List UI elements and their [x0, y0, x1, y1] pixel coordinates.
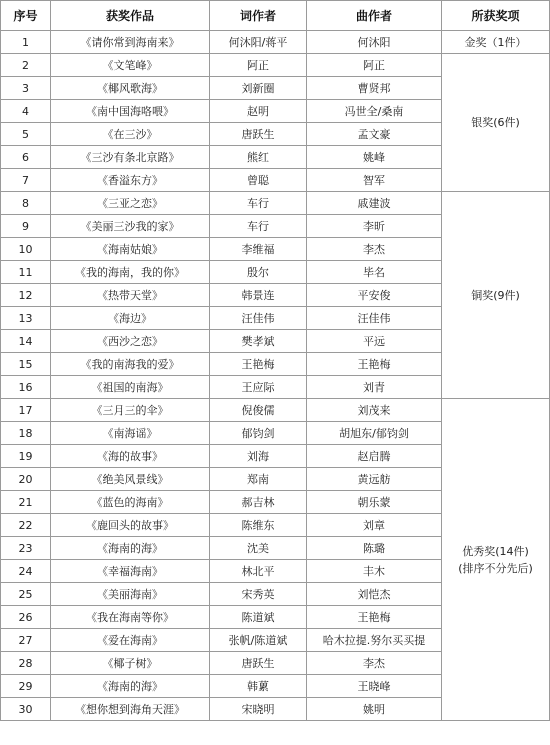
lyricist-name: 韩蔂 [210, 675, 307, 698]
work-title: 《海边》 [51, 307, 210, 330]
work-title: 《祖国的南海》 [51, 376, 210, 399]
header-award: 所获奖项 [442, 1, 550, 31]
row-number: 28 [1, 652, 51, 675]
row-number: 24 [1, 560, 51, 583]
work-title: 《美丽三沙我的家》 [51, 215, 210, 238]
lyricist-name: 殷尔 [210, 261, 307, 284]
composer-name: 胡旭东/郁钧剑 [307, 422, 442, 445]
row-number: 23 [1, 537, 51, 560]
header-composer: 曲作者 [307, 1, 442, 31]
work-title: 《椰风歌海》 [51, 77, 210, 100]
composer-name: 姚明 [307, 698, 442, 721]
row-number: 25 [1, 583, 51, 606]
row-number: 18 [1, 422, 51, 445]
lyricist-name: 何沐阳/蒋平 [210, 31, 307, 54]
composer-name: 朝乐蒙 [307, 491, 442, 514]
work-title: 《西沙之恋》 [51, 330, 210, 353]
row-number: 29 [1, 675, 51, 698]
work-title: 《我的海南，我的你》 [51, 261, 210, 284]
composer-name: 阿正 [307, 54, 442, 77]
row-number: 30 [1, 698, 51, 721]
row-number: 13 [1, 307, 51, 330]
row-number: 6 [1, 146, 51, 169]
lyricist-name: 李维福 [210, 238, 307, 261]
lyricist-name: 曾聪 [210, 169, 307, 192]
row-number: 21 [1, 491, 51, 514]
lyricist-name: 阿正 [210, 54, 307, 77]
composer-name: 王艳梅 [307, 606, 442, 629]
row-number: 4 [1, 100, 51, 123]
lyricist-name: 林北平 [210, 560, 307, 583]
composer-name: 曹贤邦 [307, 77, 442, 100]
award-tier-cell [442, 54, 550, 192]
table-body [1, 31, 550, 721]
composer-name: 李杰 [307, 652, 442, 675]
award-tier-cell [442, 192, 550, 399]
lyricist-name: 刘新圈 [210, 77, 307, 100]
composer-name: 平安俊 [307, 284, 442, 307]
row-number: 3 [1, 77, 51, 100]
header-row [1, 1, 550, 31]
award-tier-label: 铜奖(9件) [471, 288, 520, 302]
work-title: 《我在海南等你》 [51, 606, 210, 629]
work-title: 《绝美风景线》 [51, 468, 210, 491]
row-number: 20 [1, 468, 51, 491]
row-number: 26 [1, 606, 51, 629]
work-title: 《文笔峰》 [51, 54, 210, 77]
work-title: 《蓝色的海南》 [51, 491, 210, 514]
lyricist-name: 陈道斌 [210, 606, 307, 629]
row-number: 11 [1, 261, 51, 284]
table-row [1, 54, 550, 77]
row-number: 9 [1, 215, 51, 238]
row-number: 22 [1, 514, 51, 537]
work-title: 《鹿回头的故事》 [51, 514, 210, 537]
row-number: 27 [1, 629, 51, 652]
composer-name: 冯世全/桑南 [307, 100, 442, 123]
row-number: 19 [1, 445, 51, 468]
composer-name: 黄远舫 [307, 468, 442, 491]
lyricist-name: 唐跃生 [210, 652, 307, 675]
composer-name: 刘茂来 [307, 399, 442, 422]
composer-name: 平远 [307, 330, 442, 353]
row-number: 12 [1, 284, 51, 307]
lyricist-name: 宋秀英 [210, 583, 307, 606]
work-title: 《三沙有条北京路》 [51, 146, 210, 169]
composer-name: 王晓峰 [307, 675, 442, 698]
composer-name: 毕名 [307, 261, 442, 284]
lyricist-name: 郝吉林 [210, 491, 307, 514]
lyricist-name: 樊孝斌 [210, 330, 307, 353]
award-tier-cell [442, 399, 550, 721]
lyricist-name: 张帆/陈道斌 [210, 629, 307, 652]
lyricist-name: 车行 [210, 192, 307, 215]
work-title: 《三亚之恋》 [51, 192, 210, 215]
lyricist-name: 车行 [210, 215, 307, 238]
composer-name: 哈木拉提.努尔买买提 [307, 629, 442, 652]
lyricist-name: 倪俊儒 [210, 399, 307, 422]
composer-name: 陈璐 [307, 537, 442, 560]
table-header [1, 1, 550, 31]
lyricist-name: 赵明 [210, 100, 307, 123]
composer-name: 戚建波 [307, 192, 442, 215]
lyricist-name: 唐跃生 [210, 123, 307, 146]
composer-name: 李昕 [307, 215, 442, 238]
composer-name: 何沐阳 [307, 31, 442, 54]
row-number: 5 [1, 123, 51, 146]
composer-name: 刘章 [307, 514, 442, 537]
lyricist-name: 郁钧剑 [210, 422, 307, 445]
composer-name: 刘恺杰 [307, 583, 442, 606]
row-number: 10 [1, 238, 51, 261]
row-number: 7 [1, 169, 51, 192]
composer-name: 李杰 [307, 238, 442, 261]
lyricist-name: 熊红 [210, 146, 307, 169]
lyricist-name: 王应际 [210, 376, 307, 399]
composer-name: 智军 [307, 169, 442, 192]
work-title: 《想你想到海角天涯》 [51, 698, 210, 721]
award-tier-cell [442, 31, 550, 54]
row-number: 16 [1, 376, 51, 399]
award-tier-label: 银奖(6件) [471, 116, 520, 129]
award-tier-label: (排序不分先后) [458, 561, 533, 575]
work-title: 《幸福海南》 [51, 560, 210, 583]
award-tier-label: 优秀奖(14件) [462, 544, 529, 558]
composer-name: 赵启腾 [307, 445, 442, 468]
work-title: 《在三沙》 [51, 123, 210, 146]
table-row [1, 31, 550, 54]
lyricist-name: 王艳梅 [210, 353, 307, 376]
work-title: 《我的南海我的爱》 [51, 353, 210, 376]
header-no: 序号 [1, 1, 51, 31]
row-number: 8 [1, 192, 51, 215]
work-title: 《请你常到海南来》 [51, 31, 210, 54]
table-row [1, 399, 550, 422]
table-row [1, 192, 550, 215]
row-number: 15 [1, 353, 51, 376]
lyricist-name: 宋晓明 [210, 698, 307, 721]
row-number: 2 [1, 54, 51, 77]
work-title: 《热带天堂》 [51, 284, 210, 307]
row-number: 1 [1, 31, 51, 54]
lyricist-name: 郑南 [210, 468, 307, 491]
header-work: 获奖作品 [51, 1, 210, 31]
composer-name: 王艳梅 [307, 353, 442, 376]
composer-name: 刘青 [307, 376, 442, 399]
work-title: 《海的故事》 [51, 445, 210, 468]
lyricist-name: 汪佳伟 [210, 307, 307, 330]
work-title: 《爱在海南》 [51, 629, 210, 652]
lyricist-name: 韩景连 [210, 284, 307, 307]
work-title: 《美丽海南》 [51, 583, 210, 606]
work-title: 《海南的海》 [51, 537, 210, 560]
row-number: 17 [1, 399, 51, 422]
work-title: 《椰子树》 [51, 652, 210, 675]
composer-name: 丰木 [307, 560, 442, 583]
work-title: 《香溢东方》 [51, 169, 210, 192]
work-title: 《海南姑娘》 [51, 238, 210, 261]
work-title: 《三月三的伞》 [51, 399, 210, 422]
composer-name: 姚峰 [307, 146, 442, 169]
lyricist-name: 刘海 [210, 445, 307, 468]
lyricist-name: 沈美 [210, 537, 307, 560]
composer-name: 汪佳伟 [307, 307, 442, 330]
work-title: 《南海谣》 [51, 422, 210, 445]
work-title: 《海南的海》 [51, 675, 210, 698]
header-lyricist: 词作者 [210, 1, 307, 31]
work-title: 《南中国海咯喂》 [51, 100, 210, 123]
lyricist-name: 陈维东 [210, 514, 307, 537]
row-number: 14 [1, 330, 51, 353]
award-tier-label: 金奖（1件） [464, 35, 527, 49]
composer-name: 孟文豪 [307, 123, 442, 146]
